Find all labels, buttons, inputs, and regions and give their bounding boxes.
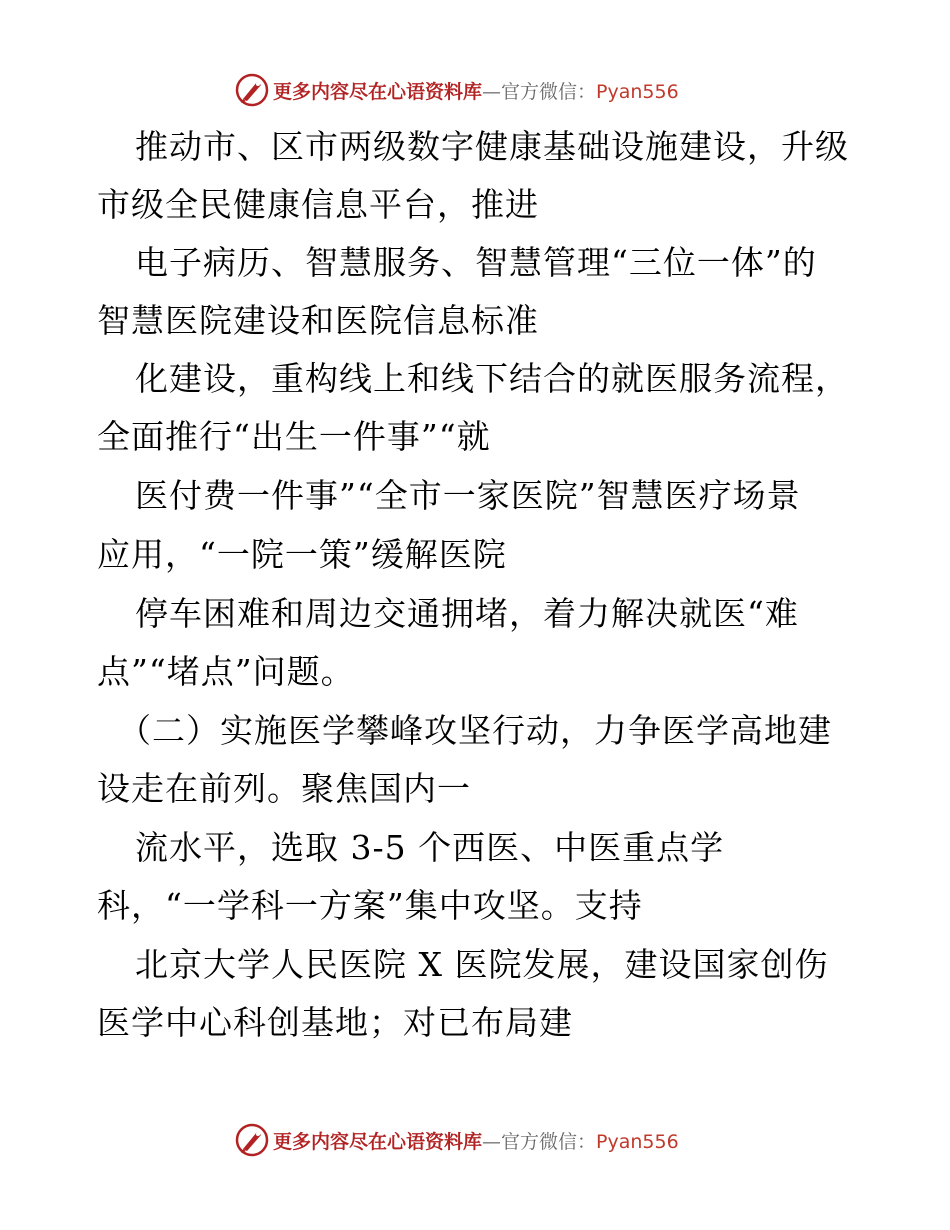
pen-logo-icon: [235, 1123, 269, 1157]
text-line: 全面推行“出生一件事”“就: [97, 417, 491, 456]
watermark-wechat-id: Pyan556: [596, 1130, 679, 1153]
text-line: 停车困难和周边交通拥堵，着力解决就医“难: [135, 594, 799, 633]
text-line: 推动市、区市两级数字健康基础设施建设，升级: [135, 127, 849, 166]
text-line: 电子病历、智慧服务、智慧管理“三位一体”的: [135, 243, 817, 282]
watermark-wechat-id: Pyan556: [596, 80, 679, 103]
text-line: 北京大学人民医院 X 医院发展，建设国家创伤: [135, 945, 829, 984]
watermark-wechat-label: 官方微信：: [501, 80, 597, 103]
watermark-text: [273, 77, 679, 104]
watermark-wechat-label: 官方微信：: [501, 1130, 597, 1153]
watermark-brand: 更多内容尽在心语资料库: [273, 1130, 483, 1153]
watermark-brand: 更多内容尽在心语资料库: [273, 80, 483, 103]
pen-logo-icon: [235, 73, 269, 107]
text-line: 应用，“一院一策”缓解医院: [97, 535, 507, 574]
text-line: （二）实施医学攀峰攻坚行动，力争医学高地建: [118, 711, 832, 750]
watermark-separator: —: [482, 1130, 502, 1153]
text-line: 科，“一学科一方案”集中攻坚。支持: [97, 886, 643, 925]
text-line: 设走在前列。聚焦国内一: [97, 769, 471, 808]
text-line: 流水平，选取 3-5 个西医、中医重点学: [135, 828, 725, 867]
watermark-separator: —: [482, 80, 502, 103]
text-line: 市级全民健康信息平台，推进: [97, 185, 539, 224]
text-line: 医学中心科创基地；对已布局建: [97, 1003, 573, 1042]
text-line: 化建设，重构线上和线下结合的就医服务流程，: [135, 359, 849, 398]
watermark-banner-bottom: [235, 1122, 679, 1158]
watermark-banner-top: [235, 72, 679, 108]
text-line: 点”“堵点”问题。: [97, 652, 355, 691]
watermark-text: [273, 1127, 679, 1154]
text-line: 医付费一件事”“全市一家医院”智慧医疗场景: [135, 476, 801, 515]
text-line: 智慧医院建设和医院信息标准: [97, 301, 539, 340]
